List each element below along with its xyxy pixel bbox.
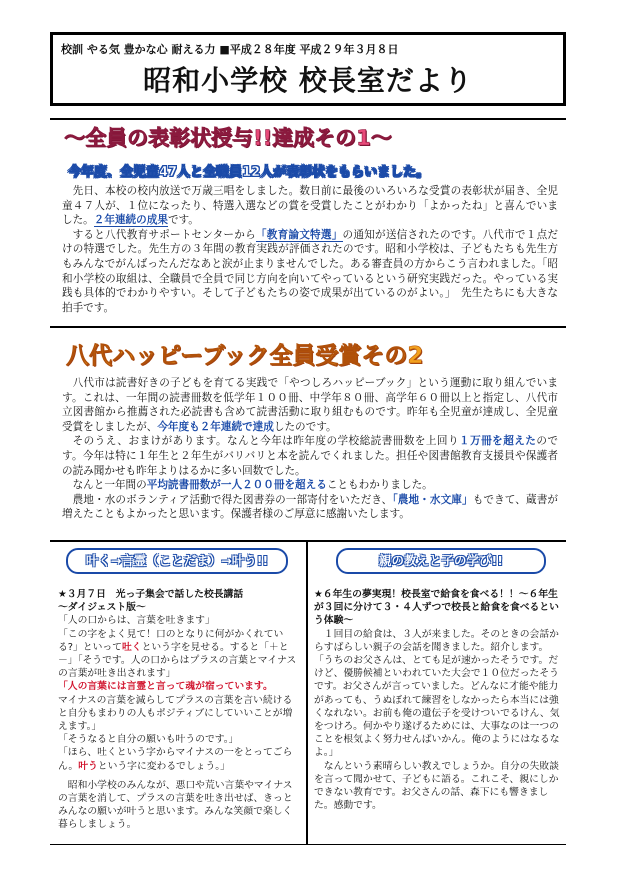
text: すると八代教育サポートセンターから <box>72 228 256 241</box>
column-divider <box>306 540 308 844</box>
section2-top-rule <box>50 326 566 328</box>
left-line-1: 「人の口からは、言葉を吐きます」 <box>58 615 215 627</box>
left-line-6 <box>58 746 302 772</box>
page-title: 昭和小学校 校長室だより <box>143 64 473 97</box>
left-column-pill: 叶く→言霊（ことだま）→叶う!! <box>66 548 288 574</box>
text: の通知が送信されたのです。八代市で１点だけの特選でした。先生方の３年間の教育実践が評価されたのです。昭和小学校は、子どもたちも先生方もみんなでがんばったんだなあと涙が止まりませんでした。ある審査員の方からこう言われました。「昭和小学校の取組は、全職員で全員で同じ方向を向いてやっているという研究実践だった。やっている実践も具体的でわかりやすい。そして子どもたちの姿で成果が出ているのがよい。」 先生たちにも大きな拍手です。 <box>62 228 559 314</box>
section1-body <box>62 184 558 315</box>
text: という字を見せる。すると「＋と－」「そうです。人の口からはプラスの言葉とマイナスの言葉が吐き出されます」 <box>58 641 297 680</box>
highlight: １万冊を超えた <box>459 435 537 448</box>
section2-banner: 八代ハッピーブック全員受賞その2 <box>66 343 424 369</box>
left-heading: ★３月７日 光っ子集会で話した校長講話 <box>58 589 244 600</box>
left-line-3: 「人の言葉には言霊と言って魂が宿っています。 <box>58 681 273 693</box>
text: こともわかりました。 <box>326 479 433 492</box>
section2-paragraph-1 <box>62 376 558 434</box>
right-column-body <box>314 588 562 812</box>
text: もできて、蔵書が増えたこともよかったと思います。保護者様のご厚意に感謝いたします。 <box>62 493 558 521</box>
bottom-rule <box>50 844 566 845</box>
text: のです。今年は特に１年生と２年生がバリバリと本を読んでくれました。担任や図書館教育支援員や保護者の読み聞かせも昨年よりはるかに多い回数でした。 <box>62 435 558 477</box>
section2-body <box>62 376 558 522</box>
right-line-1: １回目の給食は、３人が来ました。そのときの会話からすばらしい親子の会話を聞きました。紹介します。 <box>314 628 559 653</box>
right-column-pill: 親の教えと子の学び!! <box>336 548 546 574</box>
left-line-2 <box>58 628 302 681</box>
section2-paragraph-3 <box>62 478 558 493</box>
section1-paragraph-1 <box>62 184 558 228</box>
section1-paragraph-2 <box>62 228 558 316</box>
section2-paragraph-2 <box>62 434 558 478</box>
section1-subtitle: 今年度、全児童47人と全職員12人が表彰状をもらいました。 <box>68 165 430 180</box>
left-line-5: 「そうなると自分の願いも叶うのです。」 <box>58 734 239 746</box>
newsletter-header <box>50 32 566 106</box>
highlight: 「農地・水文庫」 <box>392 493 473 506</box>
highlight: 今年度も２年連続で達成 <box>157 420 274 433</box>
text: 八代市は読書好きの子どもを育てる実践で「やつしろハッピーブック」という運動に取り組んでいます。これは、一年間の読書冊数を低学年１００冊、中学年８０冊、高学年６０冊以上と指定し、八代市立図書館から推薦された必読書も含めて読書活動に取り組むものです。昨年も全児童が達成し、全児童受賞をしましたが、 <box>62 377 558 433</box>
left-line-4: マイナスの言葉を減らしてプラスの言葉を言い続けると自分もまわりの人もポジティブにしていいことが増えます。」 <box>58 694 293 733</box>
highlight: ２年連続の成果 <box>93 214 168 227</box>
text: 先日、本校の校内放送で万歳三唱をしました。数日前に最後のいろいろな受賞の表彰状が届き、全児童４７人が、１位になったり、特選入選などの賞を受賞したことがわかり「よかったね」と喜んでいました。 <box>62 185 558 227</box>
section2-paragraph-4 <box>62 493 558 522</box>
school-motto-date: 校訓 やる気 豊かな心 耐える力 ■平成２８年度 平成２９年３月８日 <box>61 43 399 56</box>
text: したのです。 <box>273 420 337 433</box>
text: 農地・水のボランティア活動で得た図書券の一部寄付をいただき、 <box>72 493 393 506</box>
highlight: 「教育論文特選」 <box>255 228 343 241</box>
right-line-3: なんという素晴らしい教えでしょうか。自分の失敗談を言って聞かせて、子どもに語る。これこそ、親にしかできない教育です。お父さんの話、森下にも響きました。感動です。 <box>314 760 559 812</box>
left-line-7: 昭和小学校のみんなが、悪口や荒い言葉やマイナスの言葉を消して、プラスの言葉を吐き出せば、きっとみんなの願いが叶うと思います。みんな笑顔で楽しく暮らしましょう。 <box>58 779 293 831</box>
text: という字に変わるでしょう。」 <box>97 760 230 772</box>
text: 「ほら、吐くという字からマイナスの一をとってごらん。 <box>58 747 293 772</box>
columns-top-rule <box>50 540 566 542</box>
text: なんと一年間の <box>72 479 147 492</box>
text: そのうえ、おまけがあります。なんと今年は昨年度の学校総読書冊数を上回り <box>72 435 460 448</box>
left-column-body <box>58 588 302 832</box>
section1-banner: 〜全員の表彰状授与!!達成その1〜 <box>64 126 392 150</box>
text: です。 <box>167 214 199 227</box>
left-heading-2: 〜ダイジェスト版〜 <box>58 602 146 614</box>
right-heading: ★６年生の夢実現！校長室で給食を食べる！！〜６年生が３回に分けて３・４人ずつで校長と給食を食べるという体験〜 <box>314 589 559 627</box>
section1-top-rule <box>50 118 566 120</box>
highlight: 平均読書冊数が一人２００冊を超える <box>146 479 327 492</box>
highlight: 叶う <box>78 760 98 772</box>
text: 「この字をよく見て！口のとなりに何がかくれている?」といって <box>58 628 284 653</box>
highlight: 吐く <box>121 641 142 653</box>
right-line-2: 「うちのお父さんは、とても足が速かったそうです。だけど、優勝候補といわれていた大会で１０位だったそうです。お父さんが言っていました。どんなに才能や能力があっても、うぬぼれて練習をしなかったら本当には強くなれない。お前も俺の遺伝子を受けついでるけん、気をつけろ。何かやり遂げるためには、大事なのは一つのことを根気よく努力せんばいかん。俺のようにはなるなよ。」 <box>314 655 560 759</box>
